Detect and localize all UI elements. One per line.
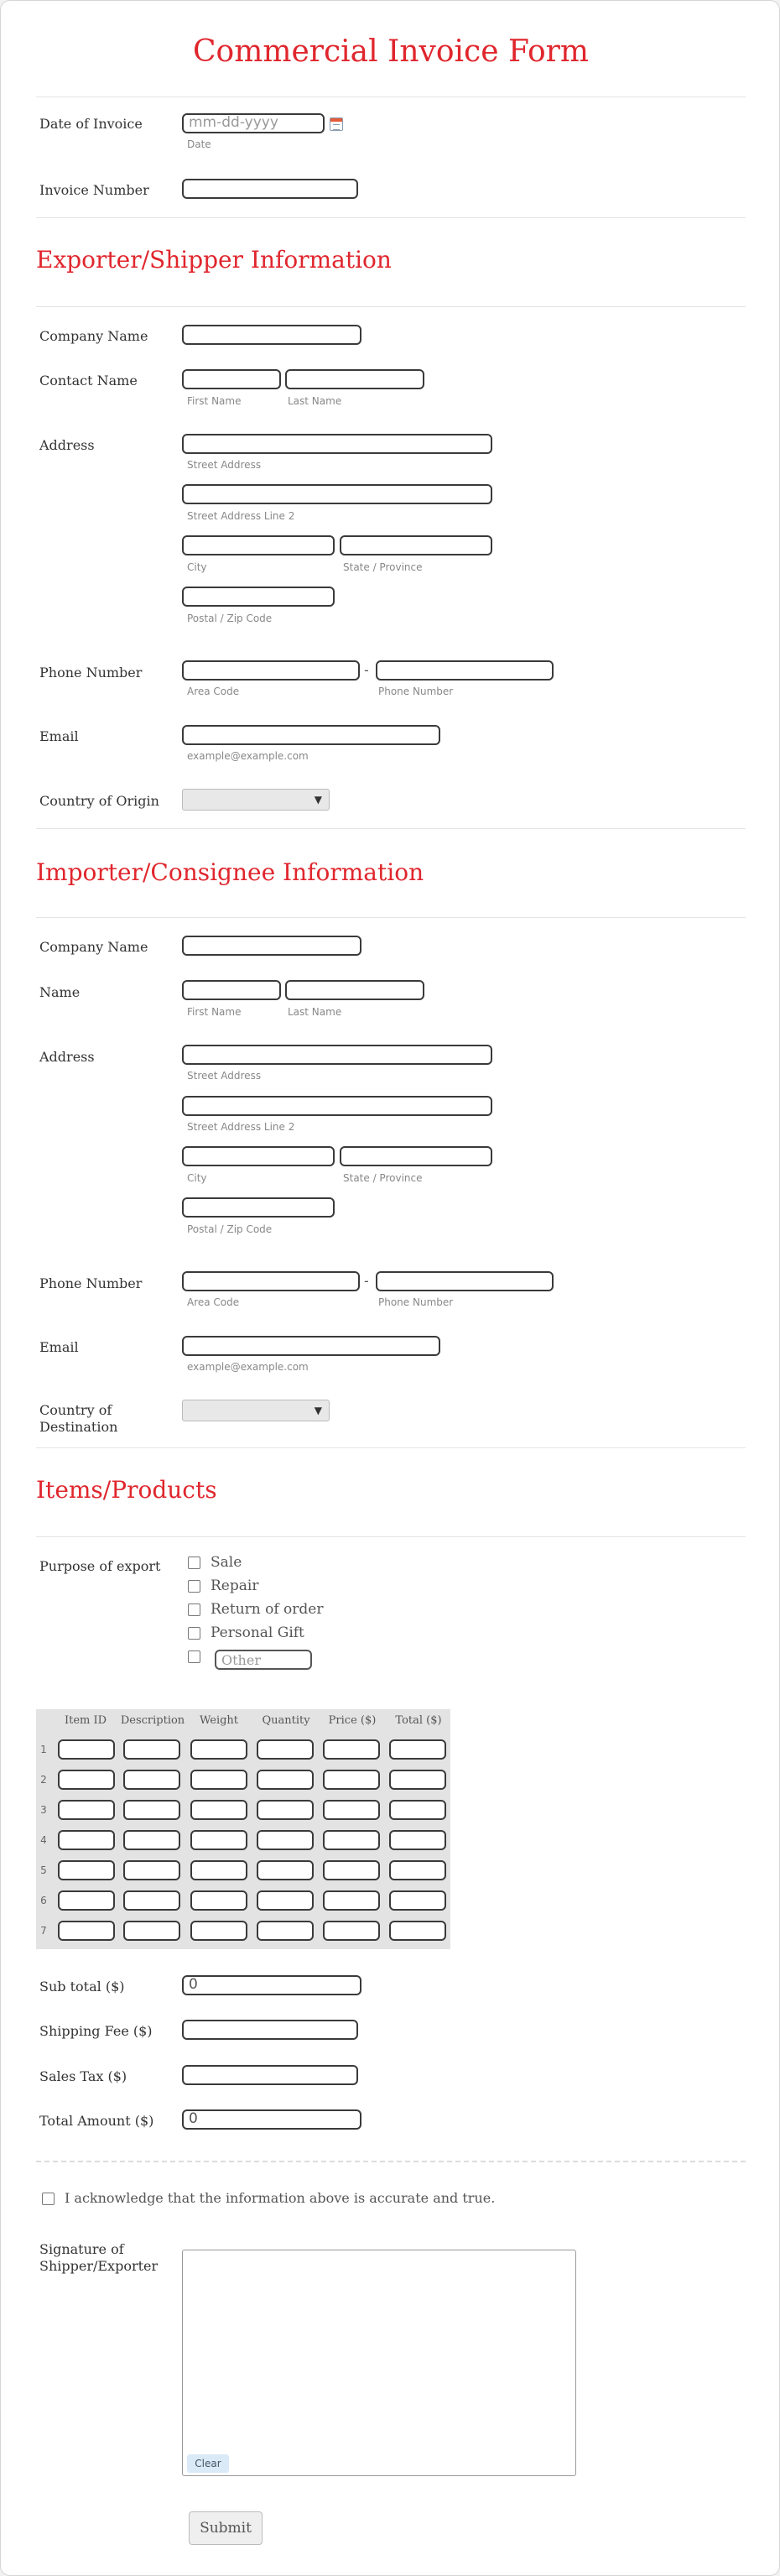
table-cell-input[interactable] bbox=[257, 1830, 314, 1850]
city-sublabel: City bbox=[187, 561, 207, 573]
importer-name-label: Name bbox=[39, 984, 81, 1000]
table-cell-input[interactable] bbox=[257, 1739, 314, 1760]
table-cell-input[interactable] bbox=[389, 1860, 446, 1880]
signature-label: Signature of Shipper/Exporter bbox=[39, 2241, 159, 2274]
exporter-company-label: Company Name bbox=[39, 328, 148, 344]
invoice-number-input[interactable] bbox=[182, 179, 358, 199]
last-name-sublabel: Last Name bbox=[288, 1006, 342, 1018]
shipping-fee-input[interactable] bbox=[182, 2020, 358, 2040]
exporter-contact-label: Contact Name bbox=[39, 373, 138, 388]
purpose-other-input[interactable]: Other bbox=[215, 1650, 312, 1670]
email-sublabel: example@example.com bbox=[187, 750, 309, 762]
exporter-street-input[interactable] bbox=[182, 434, 492, 454]
sales-tax-input[interactable] bbox=[182, 2065, 358, 2085]
street2-sublabel: Street Address Line 2 bbox=[187, 1121, 295, 1133]
date-sublabel: Date bbox=[187, 138, 211, 150]
exporter-first-name-input[interactable] bbox=[182, 369, 281, 389]
country-of-destination-select[interactable] bbox=[182, 1400, 330, 1421]
state-sublabel: State / Province bbox=[343, 1172, 423, 1184]
divider bbox=[36, 828, 746, 829]
subtotal-input[interactable]: 0 bbox=[182, 1975, 361, 1995]
table-cell-input[interactable] bbox=[389, 1890, 446, 1911]
purpose-of-export-label: Purpose of export bbox=[39, 1558, 161, 1574]
column-header: Total ($) bbox=[395, 1714, 442, 1727]
table-cell-input[interactable] bbox=[323, 1860, 380, 1880]
purpose-return-checkbox[interactable] bbox=[188, 1603, 200, 1616]
importer-heading: Importer/Consignee Information bbox=[36, 858, 424, 886]
purpose-gift-checkbox[interactable] bbox=[188, 1627, 200, 1640]
divider bbox=[36, 1447, 746, 1448]
table-cell-input[interactable] bbox=[323, 1770, 380, 1790]
table-cell-input[interactable] bbox=[190, 1739, 247, 1760]
table-cell-input[interactable] bbox=[389, 1921, 446, 1941]
phone-sublabel: Phone Number bbox=[378, 1296, 454, 1308]
postal-sublabel: Postal / Zip Code bbox=[187, 613, 273, 624]
table-cell-input[interactable] bbox=[58, 1860, 115, 1880]
shipping-fee-label: Shipping Fee ($) bbox=[39, 2023, 153, 2039]
submit-button[interactable]: Submit bbox=[189, 2511, 263, 2545]
table-cell-input[interactable] bbox=[190, 1860, 247, 1880]
purpose-option-label: Personal Gift bbox=[211, 1624, 304, 1641]
importer-phone-label: Phone Number bbox=[39, 1275, 143, 1291]
exporter-heading: Exporter/Shipper Information bbox=[36, 246, 392, 274]
purpose-other-checkbox[interactable] bbox=[188, 1650, 200, 1663]
area-code-sublabel: Area Code bbox=[187, 686, 240, 697]
table-cell-input[interactable] bbox=[123, 1890, 180, 1911]
table-cell-input[interactable] bbox=[323, 1800, 380, 1820]
table-cell-input[interactable] bbox=[123, 1830, 180, 1850]
purpose-sale-checkbox[interactable] bbox=[188, 1557, 200, 1569]
table-cell-input[interactable] bbox=[123, 1860, 180, 1880]
table-cell-input[interactable] bbox=[190, 1921, 247, 1941]
city-sublabel: City bbox=[187, 1172, 207, 1184]
form-title: Commercial Invoice Form bbox=[193, 34, 589, 69]
chevron-down-icon: ▼ bbox=[314, 1405, 322, 1416]
email-sublabel: example@example.com bbox=[187, 1361, 309, 1373]
importer-city-input[interactable] bbox=[182, 1146, 335, 1166]
table-cell-input[interactable] bbox=[323, 1739, 380, 1760]
exporter-address-label: Address bbox=[39, 437, 95, 453]
table-cell-input[interactable] bbox=[123, 1921, 180, 1941]
exporter-phone-label: Phone Number bbox=[39, 665, 143, 681]
phone-separator: - bbox=[364, 662, 369, 678]
importer-last-name-input[interactable] bbox=[285, 980, 424, 1000]
first-name-sublabel: First Name bbox=[187, 395, 242, 407]
importer-area-code-input[interactable] bbox=[182, 1271, 360, 1291]
exporter-last-name-input[interactable] bbox=[285, 369, 424, 389]
area-code-sublabel: Area Code bbox=[187, 1296, 240, 1308]
table-cell-input[interactable] bbox=[257, 1770, 314, 1790]
last-name-sublabel: Last Name bbox=[288, 395, 342, 407]
sales-tax-label: Sales Tax ($) bbox=[39, 2068, 127, 2084]
divider bbox=[36, 306, 746, 307]
clear-signature-button[interactable]: Clear bbox=[187, 2454, 229, 2473]
country-of-origin-label: Country of Origin bbox=[39, 793, 159, 809]
table-cell-input[interactable] bbox=[257, 1921, 314, 1941]
table-row-number: 1 bbox=[40, 1744, 47, 1755]
purpose-option-label: Repair bbox=[211, 1577, 259, 1594]
importer-email-label: Email bbox=[39, 1339, 79, 1355]
date-input[interactable]: mm-dd-yyyy bbox=[182, 113, 325, 133]
purpose-option-label: Return of order bbox=[211, 1601, 324, 1618]
importer-company-label: Company Name bbox=[39, 939, 148, 955]
table-row-number: 5 bbox=[40, 1864, 47, 1876]
column-header: Weight bbox=[199, 1714, 239, 1727]
total-amount-input[interactable]: 0 bbox=[182, 2109, 361, 2130]
signature-pad[interactable] bbox=[182, 2250, 576, 2476]
table-cell-input[interactable] bbox=[323, 1830, 380, 1850]
table-row-number: 4 bbox=[40, 1834, 47, 1846]
state-sublabel: State / Province bbox=[343, 561, 423, 573]
table-cell-input[interactable] bbox=[389, 1830, 446, 1850]
chevron-down-icon: ▼ bbox=[314, 794, 322, 806]
importer-email-input[interactable] bbox=[182, 1336, 440, 1356]
table-cell-input[interactable] bbox=[257, 1800, 314, 1820]
table-cell-input[interactable] bbox=[58, 1830, 115, 1850]
street2-sublabel: Street Address Line 2 bbox=[187, 510, 295, 522]
importer-state-input[interactable] bbox=[340, 1146, 492, 1166]
calendar-icon[interactable] bbox=[330, 117, 343, 131]
items-table bbox=[36, 1709, 450, 1949]
table-cell-input[interactable] bbox=[389, 1739, 446, 1760]
table-row-number: 3 bbox=[40, 1804, 47, 1816]
first-name-sublabel: First Name bbox=[187, 1006, 242, 1018]
importer-street-input[interactable] bbox=[182, 1045, 492, 1065]
column-header: Quantity bbox=[262, 1714, 310, 1727]
column-header: Price ($) bbox=[328, 1714, 377, 1727]
acknowledge-label: I acknowledge that the information above is accurate and true. bbox=[65, 2190, 496, 2206]
divider bbox=[36, 917, 746, 918]
divider bbox=[36, 2161, 746, 2162]
table-cell-input[interactable] bbox=[323, 1921, 380, 1941]
divider bbox=[36, 96, 746, 97]
importer-address-label: Address bbox=[39, 1049, 95, 1065]
table-cell-input[interactable] bbox=[123, 1739, 180, 1760]
table-cell-input[interactable] bbox=[123, 1770, 180, 1790]
subtotal-label: Sub total ($) bbox=[39, 1979, 125, 1995]
exporter-company-input[interactable] bbox=[182, 325, 361, 345]
table-cell-input[interactable] bbox=[58, 1770, 115, 1790]
invoice-number-label: Invoice Number bbox=[39, 182, 149, 198]
purpose-repair-checkbox[interactable] bbox=[188, 1580, 200, 1593]
phone-separator: - bbox=[364, 1273, 369, 1289]
table-cell-input[interactable] bbox=[58, 1739, 115, 1760]
table-cell-input[interactable] bbox=[58, 1890, 115, 1911]
importer-company-input[interactable] bbox=[182, 936, 361, 956]
date-of-invoice-label: Date of Invoice bbox=[39, 116, 143, 132]
importer-street2-input[interactable] bbox=[182, 1096, 492, 1116]
purpose-option-label: Sale bbox=[211, 1554, 242, 1571]
items-heading: Items/Products bbox=[36, 1476, 217, 1504]
exporter-state-input[interactable] bbox=[340, 535, 492, 555]
postal-sublabel: Postal / Zip Code bbox=[187, 1223, 273, 1235]
table-cell-input[interactable] bbox=[58, 1921, 115, 1941]
exporter-street2-input[interactable] bbox=[182, 484, 492, 504]
country-of-origin-select[interactable] bbox=[182, 789, 330, 811]
exporter-area-code-input[interactable] bbox=[182, 660, 360, 681]
total-amount-label: Total Amount ($) bbox=[39, 2113, 154, 2129]
table-cell-input[interactable] bbox=[389, 1800, 446, 1820]
column-header: Item ID bbox=[64, 1714, 107, 1727]
phone-sublabel: Phone Number bbox=[378, 686, 454, 697]
exporter-email-label: Email bbox=[39, 728, 79, 744]
table-cell-input[interactable] bbox=[190, 1770, 247, 1790]
table-cell-input[interactable] bbox=[190, 1830, 247, 1850]
table-cell-input[interactable] bbox=[389, 1770, 446, 1790]
exporter-email-input[interactable] bbox=[182, 725, 440, 745]
table-cell-input[interactable] bbox=[323, 1890, 380, 1911]
table-row-number: 6 bbox=[40, 1895, 47, 1906]
country-of-destination-label: Country of Destination bbox=[39, 1402, 118, 1435]
importer-first-name-input[interactable] bbox=[182, 980, 281, 1000]
table-row-number: 2 bbox=[40, 1774, 47, 1786]
table-cell-input[interactable] bbox=[257, 1890, 314, 1911]
exporter-city-input[interactable] bbox=[182, 535, 335, 555]
table-cell-input[interactable] bbox=[58, 1800, 115, 1820]
divider bbox=[36, 1536, 746, 1537]
column-header: Description bbox=[120, 1714, 185, 1727]
table-cell-input[interactable] bbox=[123, 1800, 180, 1820]
street-sublabel: Street Address bbox=[187, 1070, 262, 1082]
divider bbox=[36, 217, 746, 218]
street-sublabel: Street Address bbox=[187, 459, 262, 471]
table-cell-input[interactable] bbox=[257, 1860, 314, 1880]
exporter-phone-input[interactable] bbox=[376, 660, 554, 681]
table-cell-input[interactable] bbox=[190, 1800, 247, 1820]
acknowledge-checkbox[interactable] bbox=[42, 2193, 55, 2205]
importer-postal-input[interactable] bbox=[182, 1197, 335, 1218]
importer-phone-input[interactable] bbox=[376, 1271, 554, 1291]
exporter-postal-input[interactable] bbox=[182, 587, 335, 607]
table-row-number: 7 bbox=[40, 1925, 47, 1937]
table-cell-input[interactable] bbox=[190, 1890, 247, 1911]
